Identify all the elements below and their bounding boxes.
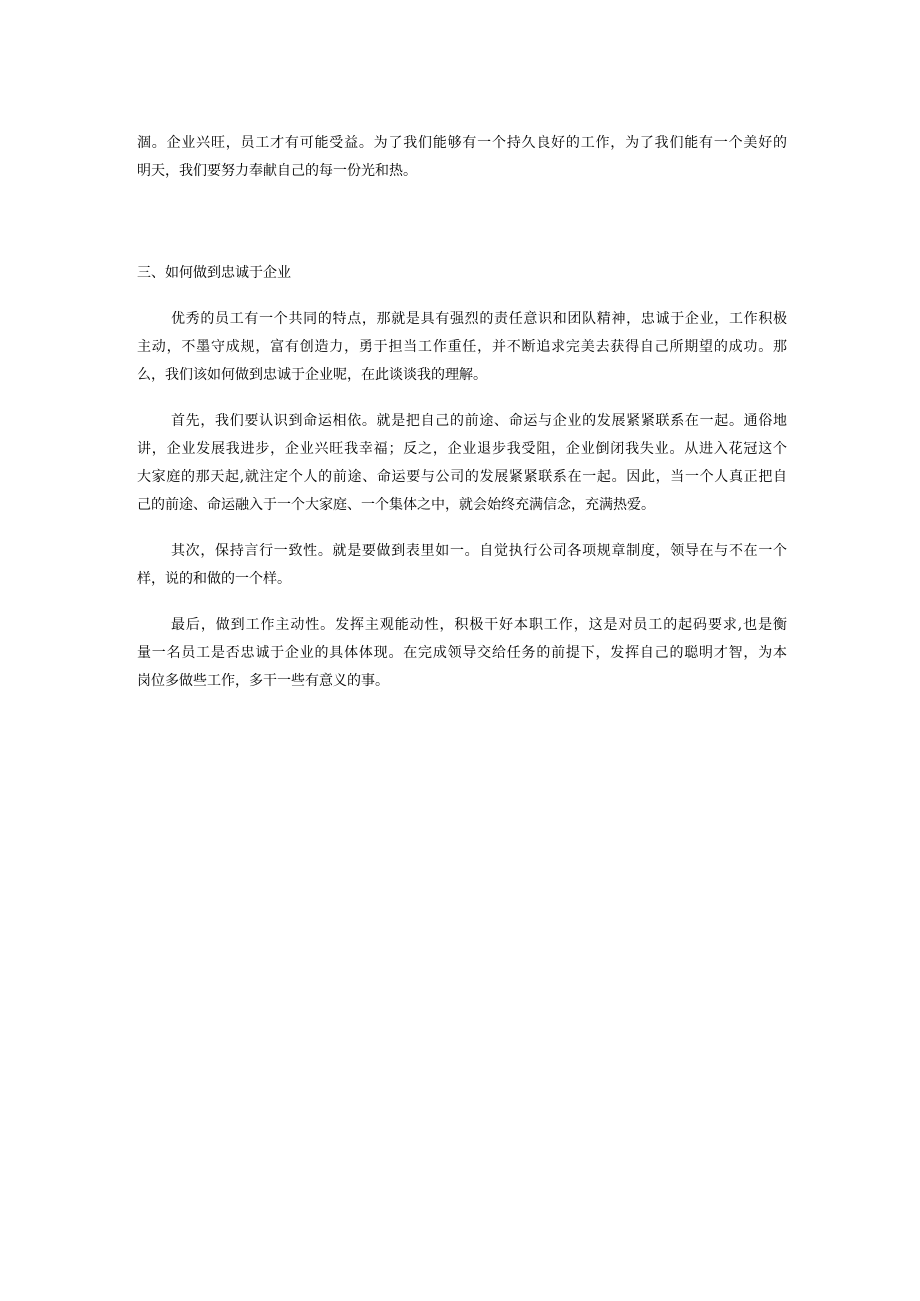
intro-line-2: 明天，我们要努力奉献自己的每一份光和热。 [137,163,417,179]
paragraph-spacer [137,389,787,407]
paragraph-line: 岗位多做些工作，多干一些有意义的事。 [137,673,389,689]
paragraph-line: 大家庭的那天起,就注定个人的前途、命运要与公司的发展紧紧联系在一起。因此，当一个人真正把自 [137,469,787,485]
paragraph-consistency [137,537,787,593]
paragraph-line: 首先，我们要认识到命运相依。就是把自己的前途、命运与企业的发展紧紧联系在一起。通俗地 [171,413,787,429]
document-page [137,129,787,695]
paragraph-line: 优秀的员工有一个共同的特点，那就是具有强烈的责任意识和团队精神，忠诚于企业，工作积极 [171,311,787,327]
paragraph-initiative [137,611,787,695]
paragraph-line: 己的前途、命运融入于一个大家庭、一个集体之中，就会始终充满信念，充满热爱。 [137,497,655,513]
paragraph-line: 最后，做到工作主动性。发挥主观能动性，积极干好本职工作，这是对员工的起码要求,也是衡 [171,617,787,633]
section-heading: 三、如何做到忠诚于企业 [137,265,291,281]
paragraph-line: 其次，保持言行一致性。就是要做到表里如一。自觉执行公司各项规章制度，领导在与不在一个 [171,543,787,559]
paragraph-line: 讲，企业发展我进步，企业兴旺我幸福；反之，企业退步我受阻，企业倒闭我失业。从进入花冠这个 [137,441,787,457]
paragraph-loyalty-traits [137,305,787,389]
paragraph-line: 么，我们该如何做到忠诚于企业呢，在此谈谈我的理解。 [137,367,487,383]
paragraph-line: 量一名员工是否忠诚于企业的具体体现。在完成领导交给任务的前提下，发挥自己的聪明才智，为本 [137,645,787,661]
paragraph-line: 主动，不墨守成规，富有创造力，勇于担当工作重任，并不断追求完美去获得自己所期望的成功。那 [137,339,787,355]
intro-line-1: 涸。企业兴旺，员工才有可能受益。为了我们能够有一个持久良好的工作，为了我们能有一个美好的 [137,135,787,151]
paragraph-spacer [137,593,787,611]
paragraph-spacer [137,519,787,537]
intro-paragraph [137,129,787,185]
paragraph-line: 样，说的和做的一个样。 [137,571,291,587]
paragraph-shared-destiny [137,407,787,519]
